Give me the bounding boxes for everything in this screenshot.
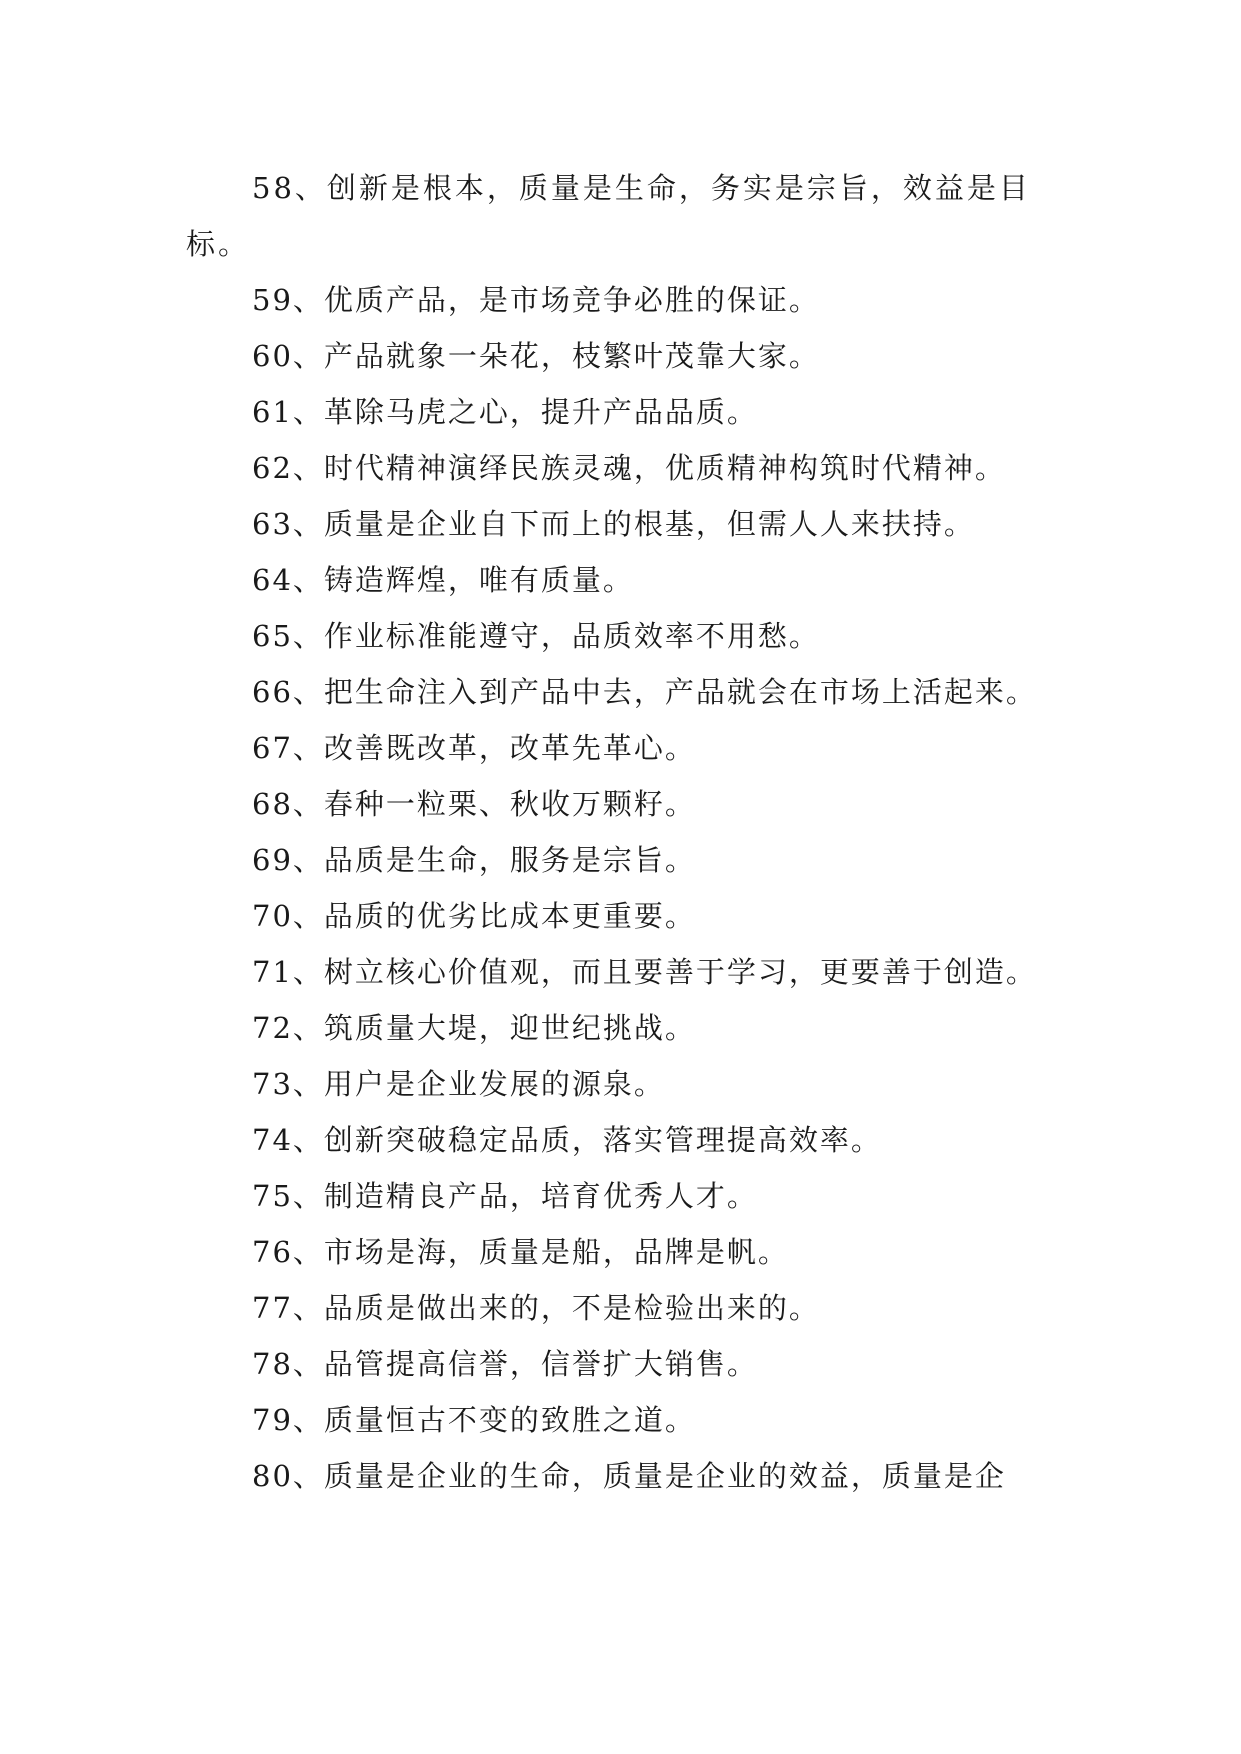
slogan-line-72: 72、筑质量大堤，迎世纪挑战。 [252, 1011, 696, 1045]
slogan-line-61: 61、革除马虎之心，提升产品品质。 [252, 395, 758, 429]
slogan-line-64: 64、铸造辉煌，唯有质量。 [252, 563, 634, 597]
slogan-line-73: 73、用户是企业发展的源泉。 [252, 1067, 665, 1101]
slogan-line-80: 80、质量是企业的生命，质量是企业的效益，质量是企 [252, 1459, 1006, 1493]
slogan-line-69: 69、品质是生命，服务是宗旨。 [252, 843, 696, 877]
slogan-line-76: 76、市场是海，质量是船，品牌是帆。 [252, 1235, 789, 1269]
slogan-line-63: 63、质量是企业自下而上的根基，但需人人来扶持。 [252, 507, 975, 541]
slogan-line-74: 74、创新突破稳定品质，落实管理提高效率。 [252, 1123, 882, 1157]
slogan-line-78: 78、品管提高信誉，信誉扩大销售。 [252, 1347, 758, 1381]
slogan-line-79: 79、质量恒古不变的致胜之道。 [252, 1403, 696, 1437]
slogan-line-70: 70、品质的优劣比成本更重要。 [252, 899, 696, 933]
slogan-line-71: 71、树立核心价值观，而且要善于学习，更要善于创造。 [252, 955, 1037, 989]
slogan-line-58: 58、创新是根本，质量是生命，务实是宗旨，效益是目标。 [186, 171, 1031, 261]
document-body [186, 160, 1056, 1504]
slogan-line-65: 65、作业标准能遵守，品质效率不用愁。 [252, 619, 820, 653]
slogan-line-66: 66、把生命注入到产品中去，产品就会在市场上活起来。 [252, 675, 1037, 709]
slogan-line-60: 60、产品就象一朵花，枝繁叶茂靠大家。 [252, 339, 820, 373]
slogan-line-75: 75、制造精良产品，培育优秀人才。 [252, 1179, 758, 1213]
slogan-line-62: 62、时代精神演绎民族灵魂，优质精神构筑时代精神。 [252, 451, 1006, 485]
slogan-line-68: 68、春种一粒栗、秋收万颗籽。 [252, 787, 696, 821]
slogan-line-77: 77、品质是做出来的，不是检验出来的。 [252, 1291, 820, 1325]
slogan-line-59: 59、优质产品，是市场竞争必胜的保证。 [252, 283, 820, 317]
slogan-line-67: 67、改善既改革，改革先革心。 [252, 731, 696, 765]
